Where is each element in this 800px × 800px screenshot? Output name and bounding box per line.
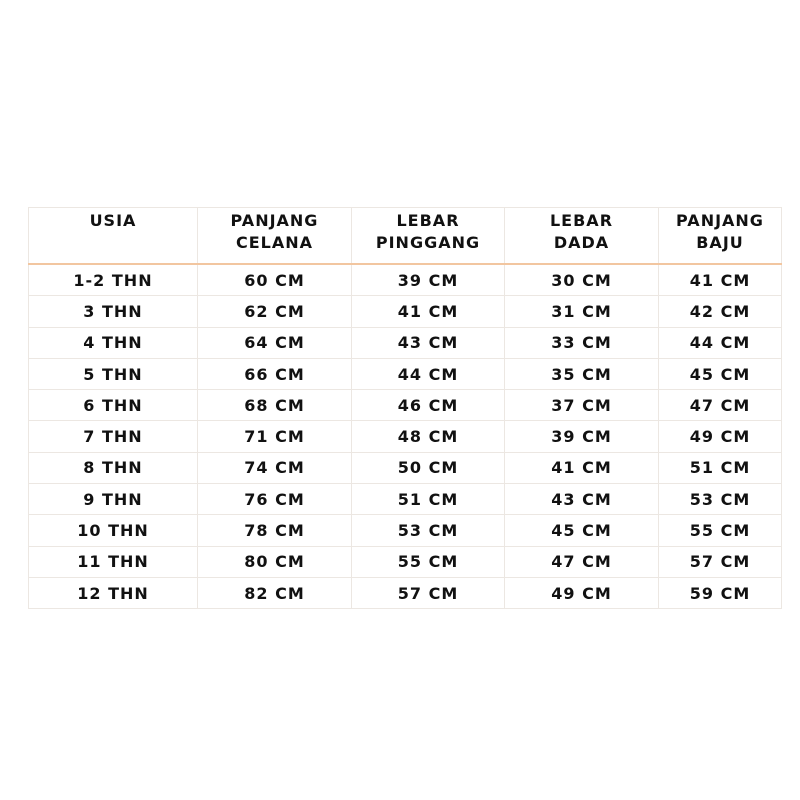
cell-panjang-celana: 78 CM (198, 515, 352, 546)
cell-lebar-pinggang: 41 CM (352, 296, 505, 327)
cell-lebar-pinggang: 48 CM (352, 421, 505, 452)
cell-panjang-baju: 49 CM (659, 421, 782, 452)
cell-panjang-baju: 55 CM (659, 515, 782, 546)
size-chart-body (29, 264, 782, 609)
cell-lebar-pinggang: 44 CM (352, 358, 505, 389)
header-panjang-baju (659, 208, 782, 265)
header-row (29, 208, 782, 265)
cell-usia: 6 THN (29, 390, 198, 421)
cell-usia: 8 THN (29, 452, 198, 483)
cell-lebar-dada: 37 CM (505, 390, 659, 421)
cell-lebar-dada: 43 CM (505, 484, 659, 515)
cell-usia: 12 THN (29, 577, 198, 608)
table-row (29, 264, 782, 296)
table-row (29, 327, 782, 358)
header-panjang-celana-line-2: CELANA (235, 233, 314, 252)
cell-panjang-celana: 76 CM (198, 484, 352, 515)
cell-usia: 10 THN (29, 515, 198, 546)
cell-lebar-pinggang: 55 CM (352, 546, 505, 577)
size-chart-header (29, 208, 782, 265)
size-chart-table (28, 207, 782, 609)
cell-panjang-celana: 66 CM (198, 358, 352, 389)
cell-lebar-dada: 33 CM (505, 327, 659, 358)
cell-lebar-pinggang: 57 CM (352, 577, 505, 608)
cell-usia: 11 THN (29, 546, 198, 577)
cell-panjang-baju: 57 CM (659, 546, 782, 577)
cell-lebar-pinggang: 50 CM (352, 452, 505, 483)
header-lebar-pinggang-line-2: PINGGANG (375, 233, 481, 252)
table-row (29, 484, 782, 515)
cell-panjang-celana: 82 CM (198, 577, 352, 608)
cell-lebar-dada: 41 CM (505, 452, 659, 483)
table-row (29, 358, 782, 389)
cell-lebar-dada: 30 CM (505, 264, 659, 296)
cell-lebar-dada: 39 CM (505, 421, 659, 452)
cell-lebar-pinggang: 53 CM (352, 515, 505, 546)
cell-panjang-celana: 74 CM (198, 452, 352, 483)
header-panjang-baju-line-1: PANJANG (676, 211, 764, 230)
cell-panjang-baju: 59 CM (659, 577, 782, 608)
header-panjang-celana (198, 208, 352, 265)
table-row (29, 577, 782, 608)
cell-usia: 4 THN (29, 327, 198, 358)
cell-panjang-baju: 41 CM (659, 264, 782, 296)
cell-panjang-celana: 60 CM (198, 264, 352, 296)
cell-panjang-celana: 64 CM (198, 327, 352, 358)
header-usia-line-1: USIA (89, 211, 137, 230)
cell-panjang-baju: 42 CM (659, 296, 782, 327)
table-row (29, 390, 782, 421)
header-lebar-pinggang (352, 208, 505, 265)
cell-panjang-baju: 44 CM (659, 327, 782, 358)
cell-panjang-celana: 62 CM (198, 296, 352, 327)
cell-usia: 7 THN (29, 421, 198, 452)
cell-panjang-celana: 80 CM (198, 546, 352, 577)
cell-lebar-dada: 47 CM (505, 546, 659, 577)
header-panjang-baju-line-2: BAJU (696, 233, 744, 252)
cell-lebar-pinggang: 43 CM (352, 327, 505, 358)
header-lebar-dada-line-1: LEBAR (549, 211, 614, 230)
table-row (29, 452, 782, 483)
cell-panjang-baju: 47 CM (659, 390, 782, 421)
cell-usia: 5 THN (29, 358, 198, 389)
cell-panjang-celana: 71 CM (198, 421, 352, 452)
cell-lebar-dada: 45 CM (505, 515, 659, 546)
cell-lebar-pinggang: 46 CM (352, 390, 505, 421)
cell-usia: 1-2 THN (29, 264, 198, 296)
table-row (29, 296, 782, 327)
cell-lebar-dada: 35 CM (505, 358, 659, 389)
cell-panjang-celana: 68 CM (198, 390, 352, 421)
cell-lebar-pinggang: 39 CM (352, 264, 505, 296)
table-row (29, 515, 782, 546)
header-lebar-pinggang-line-1: LEBAR (396, 211, 460, 230)
header-lebar-dada-line-2: DADA (553, 233, 610, 252)
header-usia (29, 208, 198, 265)
header-lebar-dada (505, 208, 659, 265)
cell-usia: 9 THN (29, 484, 198, 515)
cell-panjang-baju: 45 CM (659, 358, 782, 389)
cell-lebar-pinggang: 51 CM (352, 484, 505, 515)
cell-usia: 3 THN (29, 296, 198, 327)
cell-panjang-baju: 53 CM (659, 484, 782, 515)
cell-lebar-dada: 31 CM (505, 296, 659, 327)
cell-lebar-dada: 49 CM (505, 577, 659, 608)
cell-panjang-baju: 51 CM (659, 452, 782, 483)
header-panjang-celana-line-1: PANJANG (230, 211, 319, 230)
table-row (29, 546, 782, 577)
table-row (29, 421, 782, 452)
